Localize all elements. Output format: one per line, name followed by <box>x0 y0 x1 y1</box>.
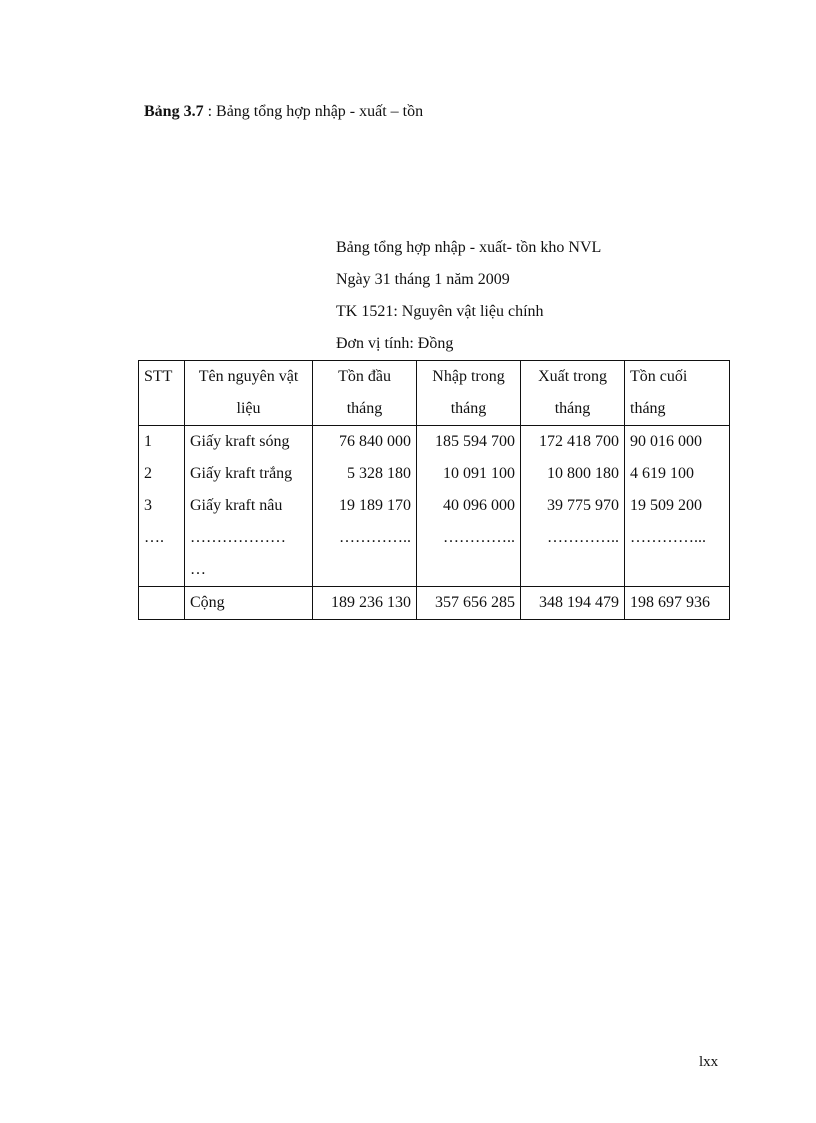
total-row <box>139 587 730 620</box>
export-column: 172 418 700 10 800 180 39 775 970 ………….. <box>521 426 625 587</box>
page-number: lxx <box>699 1054 719 1070</box>
table-header-row <box>139 361 730 426</box>
report-title: Bảng tổng hợp nhập - xuất- tồn kho NVL <box>336 239 602 256</box>
total-label: Cộng <box>185 587 313 620</box>
total-opening: 189 236 130 <box>313 587 417 620</box>
header-closing: Tồn cuối tháng <box>625 361 730 426</box>
name-column: Giấy kraft sóng Giấy kraft trắng Giấy kraft nâu ……………… … <box>185 426 313 587</box>
table-caption <box>144 103 423 121</box>
header-import: Nhập trong tháng <box>417 361 521 426</box>
report-header <box>336 232 601 360</box>
header-stt: STT <box>139 361 185 426</box>
header-opening: Tồn đầu tháng <box>313 361 417 426</box>
inventory-table <box>138 360 730 620</box>
table-row <box>139 426 730 587</box>
closing-column: 90 016 000 4 619 100 19 509 200 …………... <box>625 426 730 587</box>
opening-column: 76 840 000 5 328 180 19 189 170 ………….. <box>313 426 417 587</box>
caption-text: : Bảng tổng hợp nhập - xuất – tồn <box>203 103 424 120</box>
total-closing: 198 697 936 <box>625 587 730 620</box>
import-column: 185 594 700 10 091 100 40 096 000 ………….. <box>417 426 521 587</box>
header-export: Xuất trong tháng <box>521 361 625 426</box>
header-name: Tên nguyên vật liệu <box>185 361 313 426</box>
total-export: 348 194 479 <box>521 587 625 620</box>
report-account: TK 1521: Nguyên vật liệu chính <box>336 303 544 320</box>
caption-label: Bảng 3.7 <box>144 103 204 120</box>
total-import: 357 656 285 <box>417 587 521 620</box>
report-unit: Đơn vị tính: Đồng <box>336 335 454 352</box>
stt-column: 1 2 3 …. <box>139 426 185 587</box>
report-date: Ngày 31 tháng 1 năm 2009 <box>336 271 510 288</box>
total-stt <box>139 587 185 620</box>
